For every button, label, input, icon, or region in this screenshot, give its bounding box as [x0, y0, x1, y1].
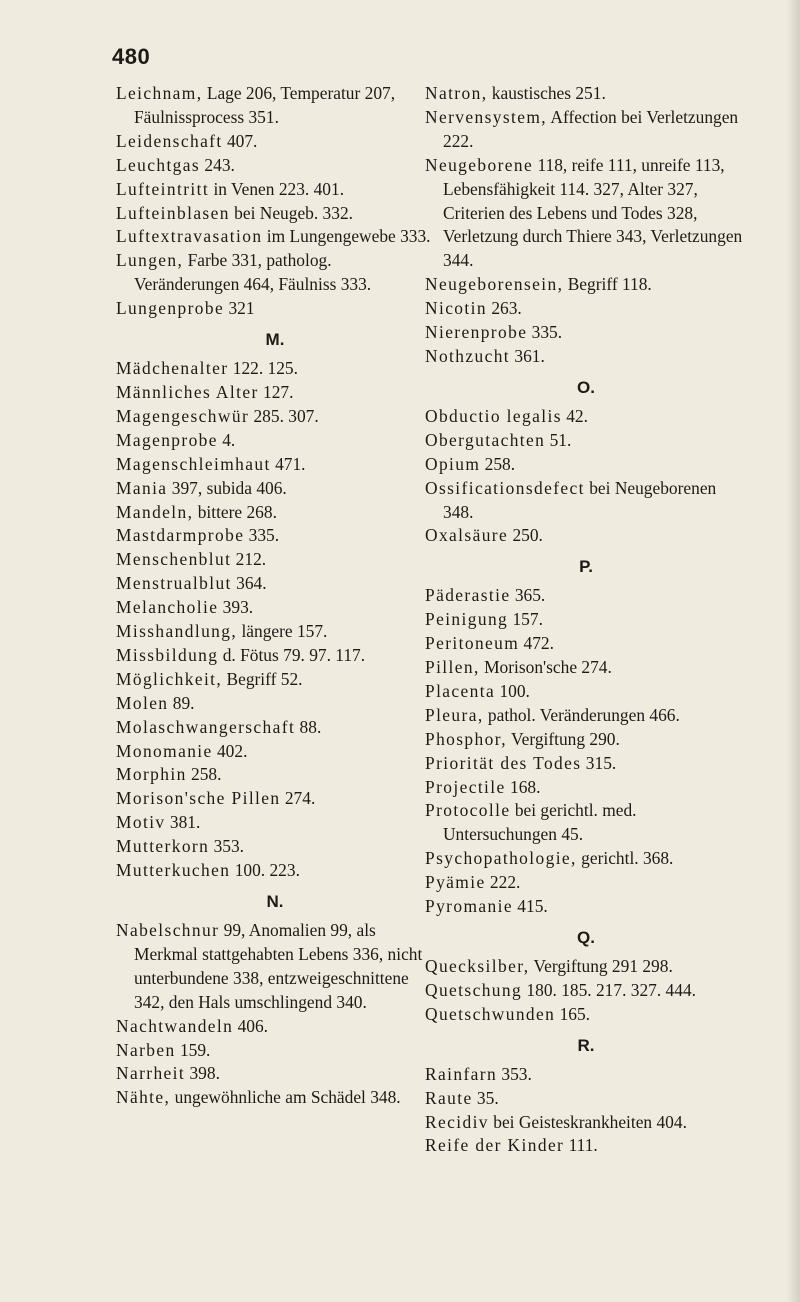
- index-term: Obductio legalis: [425, 405, 562, 426]
- index-entry: [425, 297, 747, 321]
- index-term: Lufteinblasen: [116, 202, 230, 223]
- index-term: Molaschwangerschaft: [116, 716, 296, 737]
- index-entry: [116, 357, 434, 381]
- index-references: 398.: [185, 1063, 220, 1084]
- index-entry: [425, 453, 747, 477]
- index-term: Peinigung: [425, 609, 509, 630]
- index-term: Nicotin: [425, 298, 487, 319]
- index-entry: [116, 919, 434, 1015]
- index-term: Magenprobe: [116, 429, 218, 450]
- index-term: Quetschwunden: [425, 1003, 556, 1024]
- index-term: Möglichkeit,: [116, 668, 223, 689]
- index-references: längere 157.: [237, 621, 328, 642]
- index-references: bei Neugeborenen 348.: [443, 477, 717, 522]
- index-references: 353.: [209, 836, 244, 857]
- index-references: 315.: [581, 752, 617, 773]
- index-entry: [425, 871, 747, 895]
- index-entry: [116, 453, 434, 477]
- index-references: 4.: [217, 429, 236, 450]
- section-letter: R.: [577, 1035, 595, 1055]
- index-entry: [425, 321, 747, 345]
- index-references: Begriff 52.: [222, 668, 303, 689]
- index-term: Peritoneum: [425, 633, 520, 654]
- index-entry: [116, 763, 434, 787]
- index-references: 250.: [508, 525, 543, 546]
- index-references: bei gerichtl. med. Untersuchungen 45.: [443, 800, 637, 845]
- index-entry: [425, 82, 747, 106]
- index-references: d. Fötus 79. 97. 117.: [218, 644, 366, 665]
- index-term: Monomanie: [116, 740, 213, 761]
- index-term: Mania: [116, 477, 168, 498]
- index-references: Morison'sche 274.: [479, 657, 612, 678]
- index-entry: [116, 835, 434, 859]
- index-references: 393.: [218, 597, 254, 618]
- index-entry: [116, 225, 434, 249]
- index-term: Quetschung: [425, 979, 523, 1000]
- index-references: 472.: [519, 633, 554, 654]
- index-term: Menschenblut: [116, 549, 232, 570]
- index-references: 361.: [510, 345, 545, 366]
- index-references: 118, reife 111, unreife 113, Lebensfähigkeit 114. 327, Alter 327, Criterien des Lebens und Todes 328, Verletzung durch Thiere 343, Verletzungen 344.: [443, 154, 743, 271]
- index-references: kaustisches 251.: [487, 83, 606, 103]
- index-references: 111.: [564, 1135, 598, 1156]
- index-entry: [116, 381, 434, 405]
- index-entry: [425, 799, 747, 847]
- index-term: Mastdarmprobe: [116, 525, 245, 546]
- index-references: 381.: [165, 812, 201, 833]
- page-number: 480: [112, 44, 151, 69]
- index-entry: [425, 524, 747, 548]
- index-entry: [116, 429, 434, 453]
- index-entry: [116, 740, 434, 764]
- index-references: 88.: [295, 716, 322, 737]
- index-term: Melancholie: [116, 597, 219, 618]
- section-letter: N.: [266, 892, 284, 911]
- index-entry: [425, 680, 747, 704]
- index-references: 415.: [512, 896, 548, 917]
- section-letter: O.: [577, 377, 595, 397]
- index-term: Opium: [425, 453, 481, 474]
- index-references: 471.: [270, 453, 306, 474]
- index-term: Raute: [425, 1087, 473, 1108]
- index-term: Projectile: [425, 776, 506, 797]
- index-term: Pleura,: [425, 704, 484, 725]
- index-entry: [425, 656, 747, 680]
- index-references: 407.: [222, 130, 258, 151]
- index-term: Magenschleimhaut: [116, 453, 271, 474]
- index-references: Affection bei Verletzungen 222.: [443, 106, 739, 151]
- index-references: 258.: [186, 764, 222, 785]
- index-entry: [116, 692, 434, 716]
- index-term: Nabelschnur: [116, 920, 220, 940]
- index-references: 100. 223.: [230, 860, 300, 881]
- index-entry: [425, 1003, 747, 1027]
- index-entry: [425, 429, 747, 453]
- index-entry: [116, 548, 434, 572]
- index-entry: [425, 1087, 747, 1111]
- index-term: Pyromanie: [425, 896, 513, 917]
- index-entry: [425, 1111, 747, 1135]
- index-references: 165.: [555, 1003, 591, 1024]
- index-term: Leidenschaft: [116, 130, 223, 151]
- index-entry: [425, 106, 747, 154]
- index-term: Reife der Kinder: [425, 1135, 565, 1156]
- index-entry: [116, 668, 434, 692]
- index-entry: [116, 572, 434, 596]
- index-entry: [425, 1134, 747, 1158]
- index-term: Protocolle: [425, 800, 511, 821]
- index-term: Nachtwandeln: [116, 1015, 234, 1036]
- index-entry: [116, 524, 434, 548]
- index-references: 42.: [561, 405, 588, 426]
- index-term: Priorität des Todes: [425, 752, 582, 773]
- index-references: 89.: [168, 692, 195, 713]
- index-entry: [116, 405, 434, 429]
- index-term: Narrheit: [116, 1063, 186, 1084]
- index-entry: [116, 1039, 434, 1063]
- index-term: Placenta: [425, 680, 496, 701]
- index-term: Narben: [116, 1039, 176, 1060]
- index-references: im Lungengewebe 333.: [262, 226, 431, 247]
- index-references: 258.: [480, 453, 516, 474]
- index-term: Nothzucht: [425, 345, 511, 366]
- index-term: Pillen,: [425, 657, 480, 678]
- index-references: 406.: [233, 1015, 269, 1036]
- index-entry: [425, 955, 747, 979]
- index-entry: [116, 1086, 434, 1110]
- index-references: gerichtl. 368.: [576, 848, 674, 869]
- index-entry: [425, 608, 747, 632]
- index-term: Motiv: [116, 812, 166, 833]
- index-references: ungewöhnliche am Schädel 348.: [170, 1087, 401, 1108]
- index-references: 127.: [258, 381, 294, 402]
- index-entry: [116, 811, 434, 835]
- index-references: 222.: [485, 872, 521, 893]
- index-term: Recidiv: [425, 1111, 489, 1132]
- index-term: Natron,: [425, 83, 488, 103]
- index-entry: [425, 632, 747, 656]
- index-term: Oxalsäure: [425, 525, 509, 546]
- index-entry: [425, 728, 747, 752]
- index-term: Molen: [116, 692, 169, 713]
- index-term: Phosphor,: [425, 728, 507, 749]
- index-references: bei Geisteskrankheiten 404.: [488, 1111, 687, 1132]
- index-entry: [425, 345, 747, 369]
- index-references: in Venen 223. 401.: [209, 178, 345, 199]
- index-references: bei Neugeb. 332.: [229, 202, 353, 223]
- index-term: Nierenprobe: [425, 322, 528, 343]
- index-term: Neugeborene: [425, 154, 534, 175]
- index-entry: [116, 716, 434, 740]
- index-references: 243.: [200, 154, 235, 175]
- index-entry: [425, 477, 747, 525]
- index-entry: [116, 202, 434, 226]
- index-references: 157.: [508, 609, 543, 630]
- index-term: Neugeborensein,: [425, 274, 564, 295]
- index-references: 402.: [212, 740, 248, 761]
- index-references: Vergiftung 290.: [506, 728, 620, 749]
- index-term: Ossificationsdefect: [425, 477, 585, 498]
- index-references: 168.: [505, 776, 541, 797]
- index-references: 274.: [280, 788, 316, 809]
- index-references: 335.: [527, 322, 563, 343]
- index-references: 51.: [545, 429, 572, 450]
- index-entry: [116, 477, 434, 501]
- index-term: Lufteintritt: [116, 178, 210, 199]
- index-entry: [116, 82, 434, 130]
- index-entry: [116, 787, 434, 811]
- index-term: Leuchtgas: [116, 154, 201, 175]
- index-references: 285. 307.: [249, 405, 319, 426]
- index-references: Vergiftung 291 298.: [529, 956, 673, 976]
- index-entry: [116, 501, 434, 525]
- index-entry: [425, 405, 747, 429]
- index-entry: [425, 704, 747, 728]
- index-term: Päderastie: [425, 585, 511, 606]
- index-entry: [116, 297, 434, 321]
- index-entry: [425, 273, 747, 297]
- index-references: Lage 206, Temperatur 207, Fäulnissprocess 351.: [134, 83, 396, 127]
- index-term: Obergutachten: [425, 429, 546, 450]
- index-term: Leichnam,: [116, 83, 203, 103]
- index-entry: [425, 154, 747, 274]
- index-entry: [116, 1062, 434, 1086]
- index-references: 364.: [231, 573, 267, 594]
- index-term: Missbildung: [116, 644, 219, 665]
- index-references: 35.: [472, 1087, 499, 1108]
- index-entry: [116, 644, 434, 668]
- index-entry: [116, 154, 434, 178]
- index-references: 263.: [486, 298, 522, 319]
- index-term: Mädchenalter: [116, 358, 229, 379]
- index-term: Luftextravasation: [116, 226, 263, 247]
- index-term: Männliches Alter: [116, 381, 259, 402]
- index-references: 159.: [175, 1039, 211, 1060]
- index-term: Mutterkorn: [116, 836, 210, 857]
- index-references: 122. 125.: [228, 358, 298, 379]
- index-term: Lungen,: [116, 250, 184, 271]
- index-term: Nervensystem,: [425, 106, 548, 127]
- index-references: 212.: [231, 549, 267, 570]
- page-edge-shadow: [786, 0, 800, 1302]
- index-term: Mandeln,: [116, 501, 194, 522]
- index-references: 321: [224, 298, 255, 319]
- index-references: 100.: [495, 680, 530, 701]
- section-letter: M.: [265, 330, 285, 350]
- index-entry: [116, 1015, 434, 1039]
- index-term: Lungenprobe: [116, 298, 225, 319]
- index-entry: [425, 1063, 747, 1087]
- index-references: 353.: [497, 1063, 532, 1084]
- index-term: Nähte,: [116, 1087, 171, 1108]
- index-term: Psychopathologie,: [425, 848, 577, 869]
- index-term: Morison'sche Pillen: [116, 788, 281, 809]
- index-term: Misshandlung,: [116, 621, 238, 642]
- index-entry: [116, 130, 434, 154]
- section-letter: Q.: [577, 928, 595, 947]
- index-term: Rainfarn: [425, 1063, 498, 1084]
- index-entry: [425, 776, 747, 800]
- index-entry: [116, 596, 434, 620]
- index-entry: [116, 249, 434, 297]
- index-references: 365.: [510, 585, 546, 606]
- index-references: 180. 185. 217. 327. 444.: [522, 979, 696, 1000]
- index-entry: [425, 584, 747, 608]
- section-letter: P.: [579, 557, 593, 577]
- index-column-left: [116, 82, 434, 1110]
- index-term: Menstrualblut: [116, 573, 232, 594]
- index-entry: [425, 752, 747, 776]
- index-entry: [425, 895, 747, 919]
- index-entry: [116, 859, 434, 883]
- index-references: bittere 268.: [193, 501, 277, 522]
- index-references: Begriff 118.: [563, 274, 652, 295]
- index-term: Pyämie: [425, 872, 486, 893]
- index-column-right: [425, 82, 747, 1158]
- index-entry: [425, 847, 747, 871]
- index-term: Mutterkuchen: [116, 860, 231, 881]
- index-entry: [116, 178, 434, 202]
- index-term: Morphin: [116, 764, 187, 785]
- index-entry: [425, 979, 747, 1003]
- index-references: 397, subida 406.: [167, 477, 287, 498]
- index-references: Farbe 331, patholog. Veränderungen 464, Fäulniss 333.: [134, 250, 372, 295]
- index-references: pathol. Veränderungen 466.: [483, 704, 680, 725]
- index-entry: [116, 620, 434, 644]
- index-term: Quecksilber,: [425, 956, 530, 976]
- index-term: Magengeschwür: [116, 405, 250, 426]
- index-references: 335.: [244, 525, 280, 546]
- index-references: 99, Anomalien 99, als Merkmal stattgehabten Lebens 336, nicht unterbundene 338, entzweigeschnittene 342, den Hals umschlingend 340.: [134, 920, 423, 1012]
